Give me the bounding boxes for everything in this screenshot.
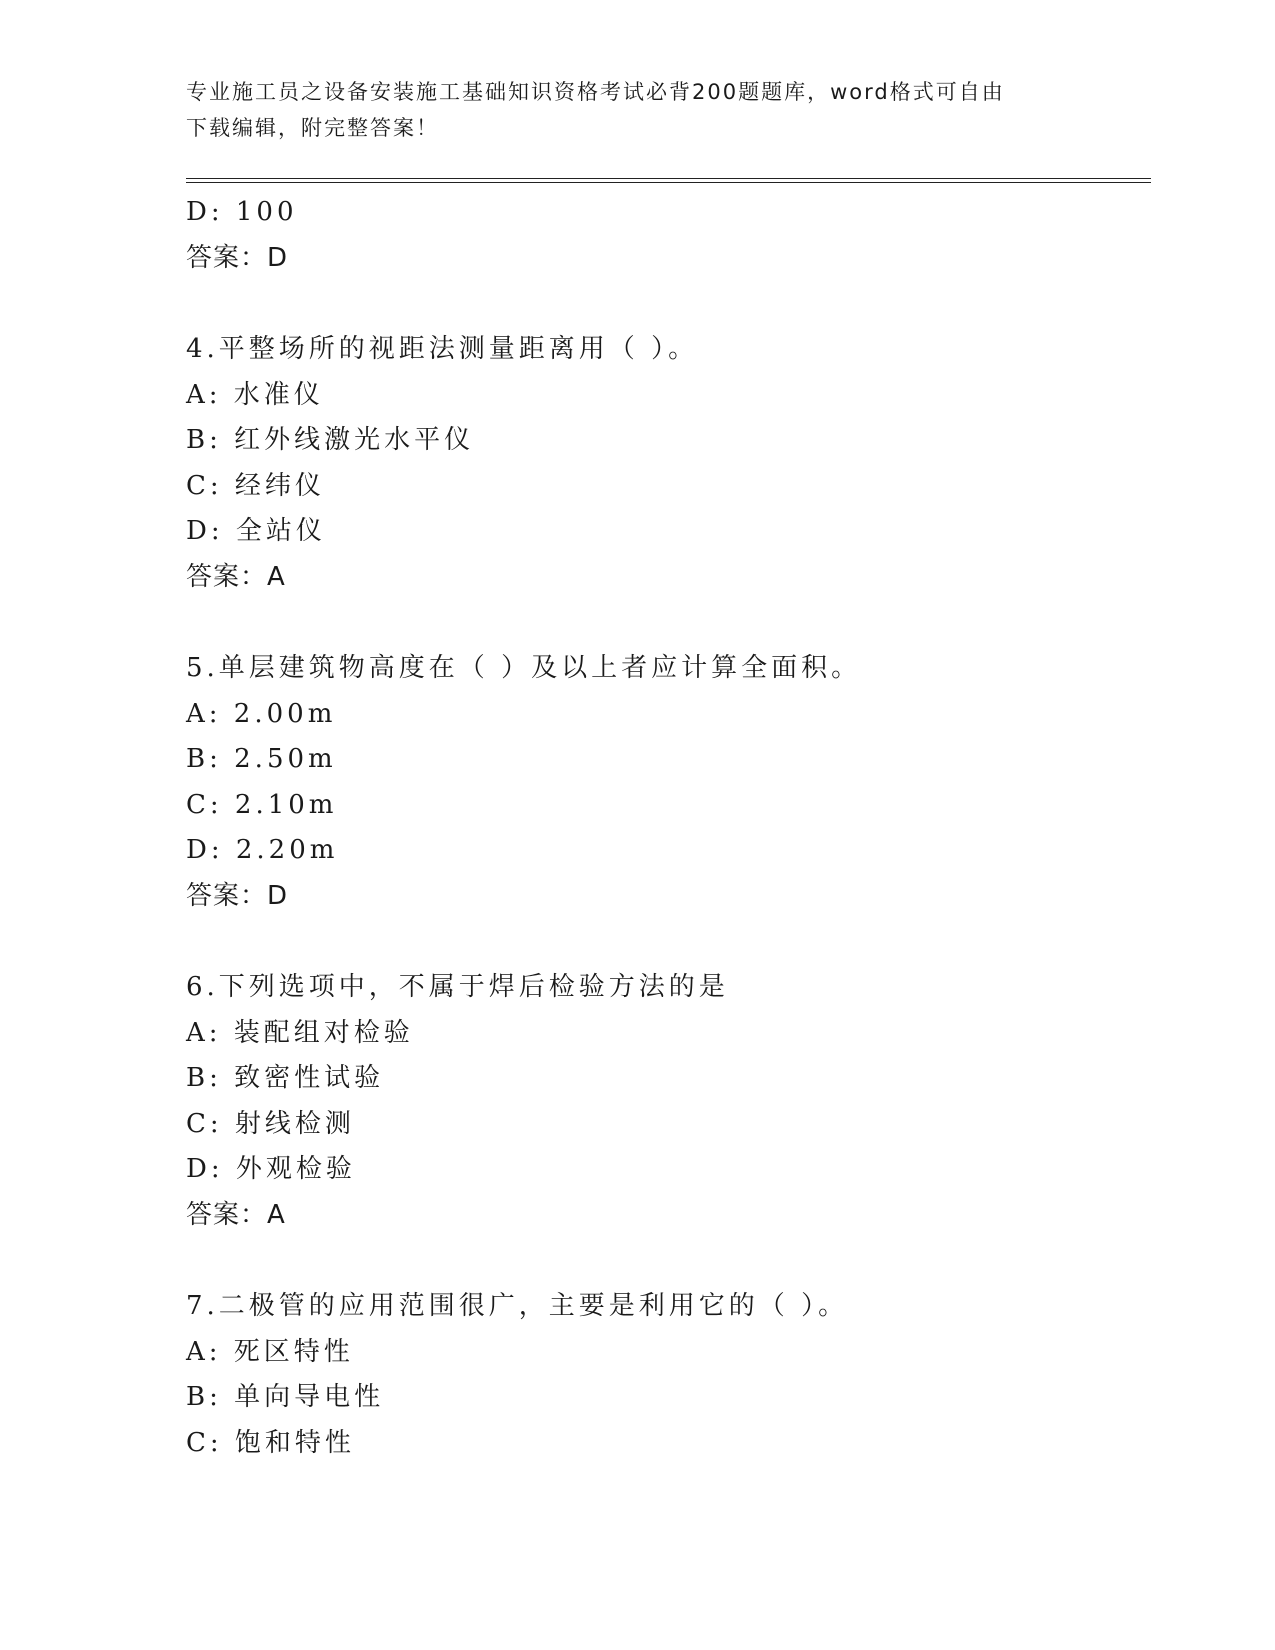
answer-line: 答案：D [186, 880, 289, 911]
header-title-line-1: 专业施工员之设备安装施工基础知识资格考试必背200题题库，word格式可自由 [186, 80, 1005, 104]
spacer [186, 600, 1146, 646]
answer-line: 答案：A [186, 1199, 286, 1230]
option-a: A: 2.00m [186, 698, 337, 729]
option-c: C: 经纬仪 [186, 470, 325, 501]
question-block [186, 965, 1146, 1238]
header-title-line-2: 下载编辑，附完整答案！ [186, 116, 439, 140]
option-d: D: 2.20m [186, 835, 339, 865]
question-block [186, 327, 1146, 600]
option-a: A: 装配组对检验 [186, 1017, 414, 1048]
option-d: D: 外观检验 [186, 1154, 356, 1184]
option-d: D: 100 [186, 197, 298, 227]
question-stem: 7.二极管的应用范围很广，主要是利用它的（ ）。 [186, 1291, 849, 1321]
option-d: D: 全站仪 [186, 516, 326, 546]
option-c: C: 射线检测 [186, 1108, 355, 1139]
question-stem: 5.单层建筑物高度在（ ）及以上者应计算全面积。 [186, 653, 862, 683]
option-b: B: 2.50m [186, 744, 337, 774]
question-block [186, 1284, 1146, 1466]
question-block [186, 646, 1146, 919]
answer-line: 答案：A [186, 561, 286, 592]
spacer [186, 1238, 1146, 1284]
option-b: B: 致密性试验 [186, 1063, 385, 1093]
option-b: B: 单向导电性 [186, 1382, 385, 1412]
option-a: A: 死区特性 [186, 1336, 354, 1367]
question-list [186, 190, 1146, 1466]
question-stem: 4.平整场所的视距法测量距离用（ ）。 [186, 334, 699, 364]
header-divider [186, 178, 1151, 183]
document-header [186, 74, 1066, 146]
answer-line: 答案：D [186, 242, 289, 273]
spacer [186, 919, 1146, 965]
option-a: A: 水准仪 [186, 379, 324, 410]
spacer [186, 281, 1146, 327]
option-c: C: 饱和特性 [186, 1427, 355, 1458]
option-b: B: 红外线激光水平仪 [186, 425, 475, 455]
question-stem: 6.下列选项中，不属于焊后检验方法的是 [186, 972, 729, 1002]
option-c: C: 2.10m [186, 789, 338, 820]
